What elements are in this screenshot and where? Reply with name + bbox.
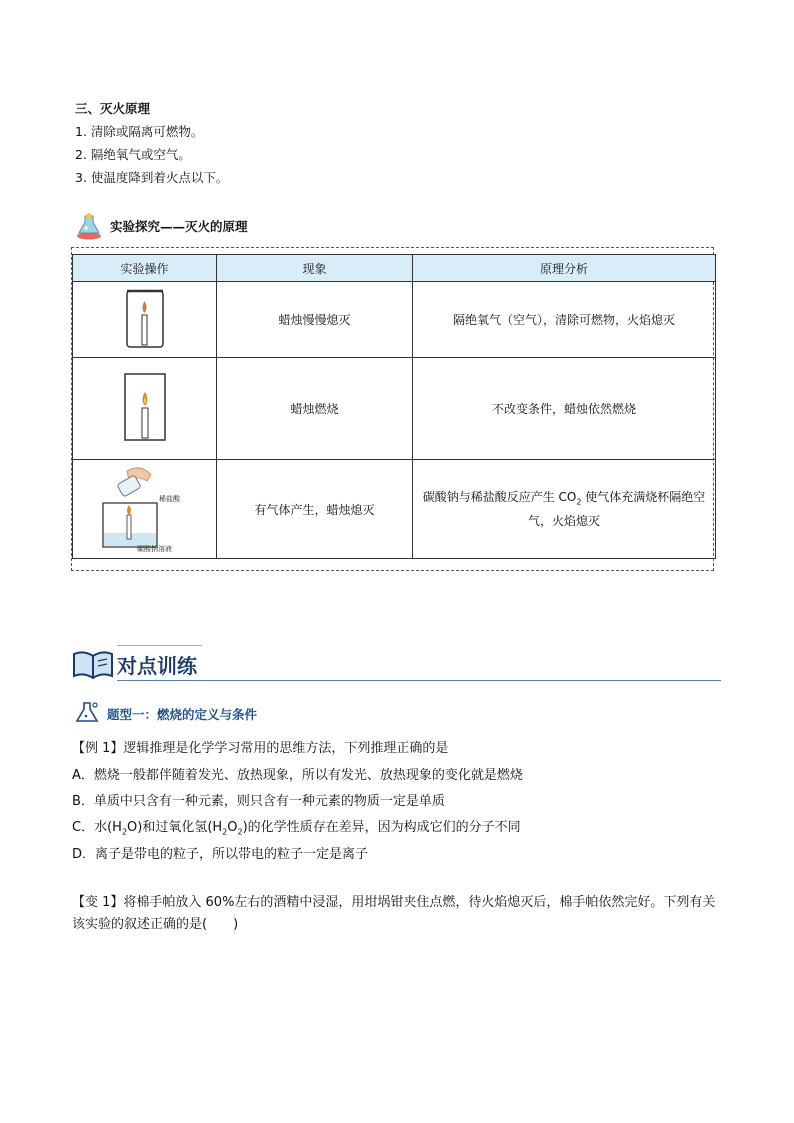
option-c-sub-3: 2 xyxy=(237,827,243,837)
example1-option-c xyxy=(72,816,521,837)
header-operation: 实验操作 xyxy=(73,255,217,282)
principle-item-3: 3. 使温度降到着火点以下。 xyxy=(75,170,229,185)
example1-stem: 【例 1】逻辑推理是化学学习常用的思维方法，下列推理正确的是 xyxy=(72,741,449,756)
option-c-sub-1: 2 xyxy=(121,827,128,837)
table-row xyxy=(73,358,716,460)
table-row xyxy=(73,460,716,559)
principle-item-2: 2. 隔绝氧气或空气。 xyxy=(75,147,191,162)
principle-item-1: 1. 清除或隔离可燃物。 xyxy=(75,124,204,139)
phenomenon-2: 蜡烛燃烧 xyxy=(217,358,413,460)
variant1-text: 【变 1】将棉手帕放入 60%左右的酒精中浸湿，用坩埚钳夹住点燃，待火焰熄灭后，棉手帕依然完好。下列有关该实验的叙述正确的是( ) xyxy=(72,895,716,932)
acid-pour-beaker-image xyxy=(97,463,193,553)
analysis-3-subscript: 2 xyxy=(576,497,582,507)
training-top-rule xyxy=(117,645,202,646)
table-row xyxy=(73,282,716,358)
example1-option-b: B．单质中只含有一种元素，则只含有一种元素的物质一定是单质 xyxy=(72,794,445,809)
analysis-3 xyxy=(413,460,716,559)
covered-beaker-candle-image xyxy=(123,287,167,349)
explore-heading: 实验探究——灭火的原理 xyxy=(110,219,248,234)
option-c-part-1: C．水(H xyxy=(72,820,122,835)
solution-label: 碳酸钠溶液 xyxy=(136,544,172,553)
option-c-part-2: O)和过氧化氢(H xyxy=(127,820,223,835)
analysis-2: 不改变条件，蜡烛依然燃烧 xyxy=(413,358,716,460)
analysis-3-text-b: 使气体充满烧杯隔绝空气，火焰熄灭 xyxy=(527,490,706,528)
section-title: 三、灭火原理 xyxy=(75,101,151,116)
open-book-icon xyxy=(70,644,116,682)
phenomenon-1: 蜡烛慢慢熄灭 xyxy=(217,282,413,358)
operation-image-acid xyxy=(73,460,217,559)
training-rule xyxy=(117,680,721,681)
operation-image-covered xyxy=(73,282,217,358)
option-c-sub-2: 2 xyxy=(222,827,228,837)
acid-label: 稀盐酸 xyxy=(158,494,180,503)
table-header-row xyxy=(73,255,716,282)
experiment-table xyxy=(72,254,716,559)
lab-flask-icon xyxy=(75,212,105,240)
option-c-part-4: )的化学性质存在差异，因为构成它们的分子不同 xyxy=(242,820,521,835)
question-type-title: 题型一：燃烧的定义与条件 xyxy=(107,707,258,722)
flask-outline-icon xyxy=(74,700,102,724)
analysis-3-text-a: 碳酸钠与稀盐酸反应产生 CO xyxy=(422,490,577,505)
training-title: 对点训练 xyxy=(117,654,197,678)
example1-option-a: A．燃烧一般都伴随着发光、放热现象，所以有发光、放热现象的变化就是燃烧 xyxy=(72,768,523,783)
option-c-part-3: O xyxy=(227,820,238,835)
analysis-1: 隔绝氧气（空气），清除可燃物，火焰熄灭 xyxy=(413,282,716,358)
header-phenomenon: 现象 xyxy=(217,255,413,282)
example1-option-d: D．离子是带电的粒子，所以带电的粒子一定是离子 xyxy=(72,847,369,862)
open-beaker-candle-image xyxy=(122,370,168,444)
header-analysis: 原理分析 xyxy=(413,255,716,282)
phenomenon-3: 有气体产生，蜡烛熄灭 xyxy=(217,460,413,559)
operation-image-open xyxy=(73,358,217,460)
